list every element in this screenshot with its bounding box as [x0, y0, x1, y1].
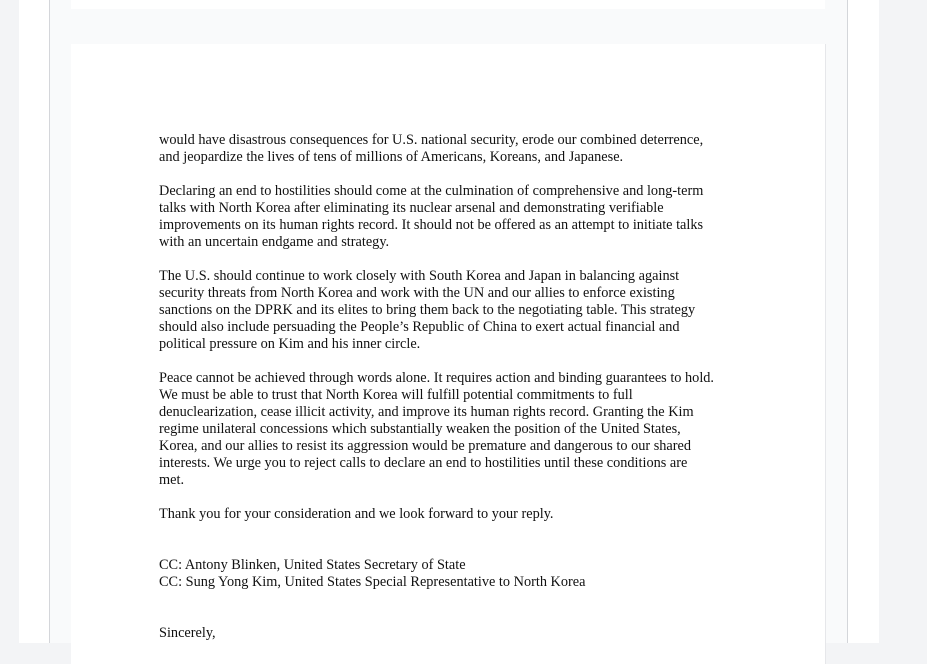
paragraph-1 — [159, 132, 749, 166]
cc-list — [159, 557, 749, 591]
text-line: met. — [159, 472, 185, 488]
text-line: interests. We urge you to reject calls to declare an end to hostilities until these conditions are — [159, 455, 688, 471]
previous-page-bottom — [71, 0, 825, 9]
text-line: political pressure on Kim and his inner circle. — [159, 336, 421, 352]
text-line: Declaring an end to hostilities should come at the culmination of comprehensive and long-term — [159, 183, 704, 199]
document-page — [71, 44, 825, 664]
text-line: would have disastrous consequences for U.S. national security, erode our combined deterrence, — [159, 132, 704, 148]
signoff — [159, 625, 749, 642]
paragraph-2 — [159, 183, 749, 251]
signoff-text: Sincerely, — [159, 625, 216, 641]
text-line: We must be able to trust that North Korea will fulfill potential commitments to full — [159, 387, 633, 403]
paragraph-4 — [159, 370, 749, 489]
text-line: talks with North Korea after eliminating its nuclear arsenal and demonstrating verifiable — [159, 200, 664, 216]
text-line: denuclearization, cease illicit activity, and improve its human rights record. Granting the Kim — [159, 404, 694, 420]
text-line: The U.S. should continue to work closely with South Korea and Japan in balancing against — [159, 268, 680, 284]
text-line: and jeopardize the lives of tens of millions of Americans, Koreans, and Japanese. — [159, 149, 624, 165]
text-line: improvements on its human rights record. It should not be offered as an attempt to initiate talks — [159, 217, 704, 233]
cc-line: CC: Sung Yong Kim, United States Special Representative to North Korea — [159, 574, 586, 590]
text-line: Thank you for your consideration and we look forward to your reply. — [159, 506, 554, 522]
text-line: with an uncertain endgame and strategy. — [159, 234, 390, 250]
text-line: sanctions on the DPRK and its elites to bring them back to the negotiating table. This strategy — [159, 302, 696, 318]
left-gutter — [0, 0, 19, 643]
text-line: regime unilateral concessions which substantially weaken the position of the United States, — [159, 421, 681, 437]
cc-line: CC: Antony Blinken, United States Secretary of State — [159, 557, 466, 573]
paragraph-3 — [159, 268, 749, 353]
closing-paragraph — [159, 506, 749, 523]
text-line: Korea, and our allies to resist its aggression would be premature and dangerous to our shared — [159, 438, 692, 454]
text-line: should also include persuading the People’s Republic of China to exert actual financial and — [159, 319, 680, 335]
text-line: Peace cannot be achieved through words alone. It requires action and binding guarantees to hold. — [159, 370, 715, 386]
text-line: security threats from North Korea and work with the UN and our allies to enforce existing — [159, 285, 675, 301]
letter-body — [159, 132, 749, 642]
